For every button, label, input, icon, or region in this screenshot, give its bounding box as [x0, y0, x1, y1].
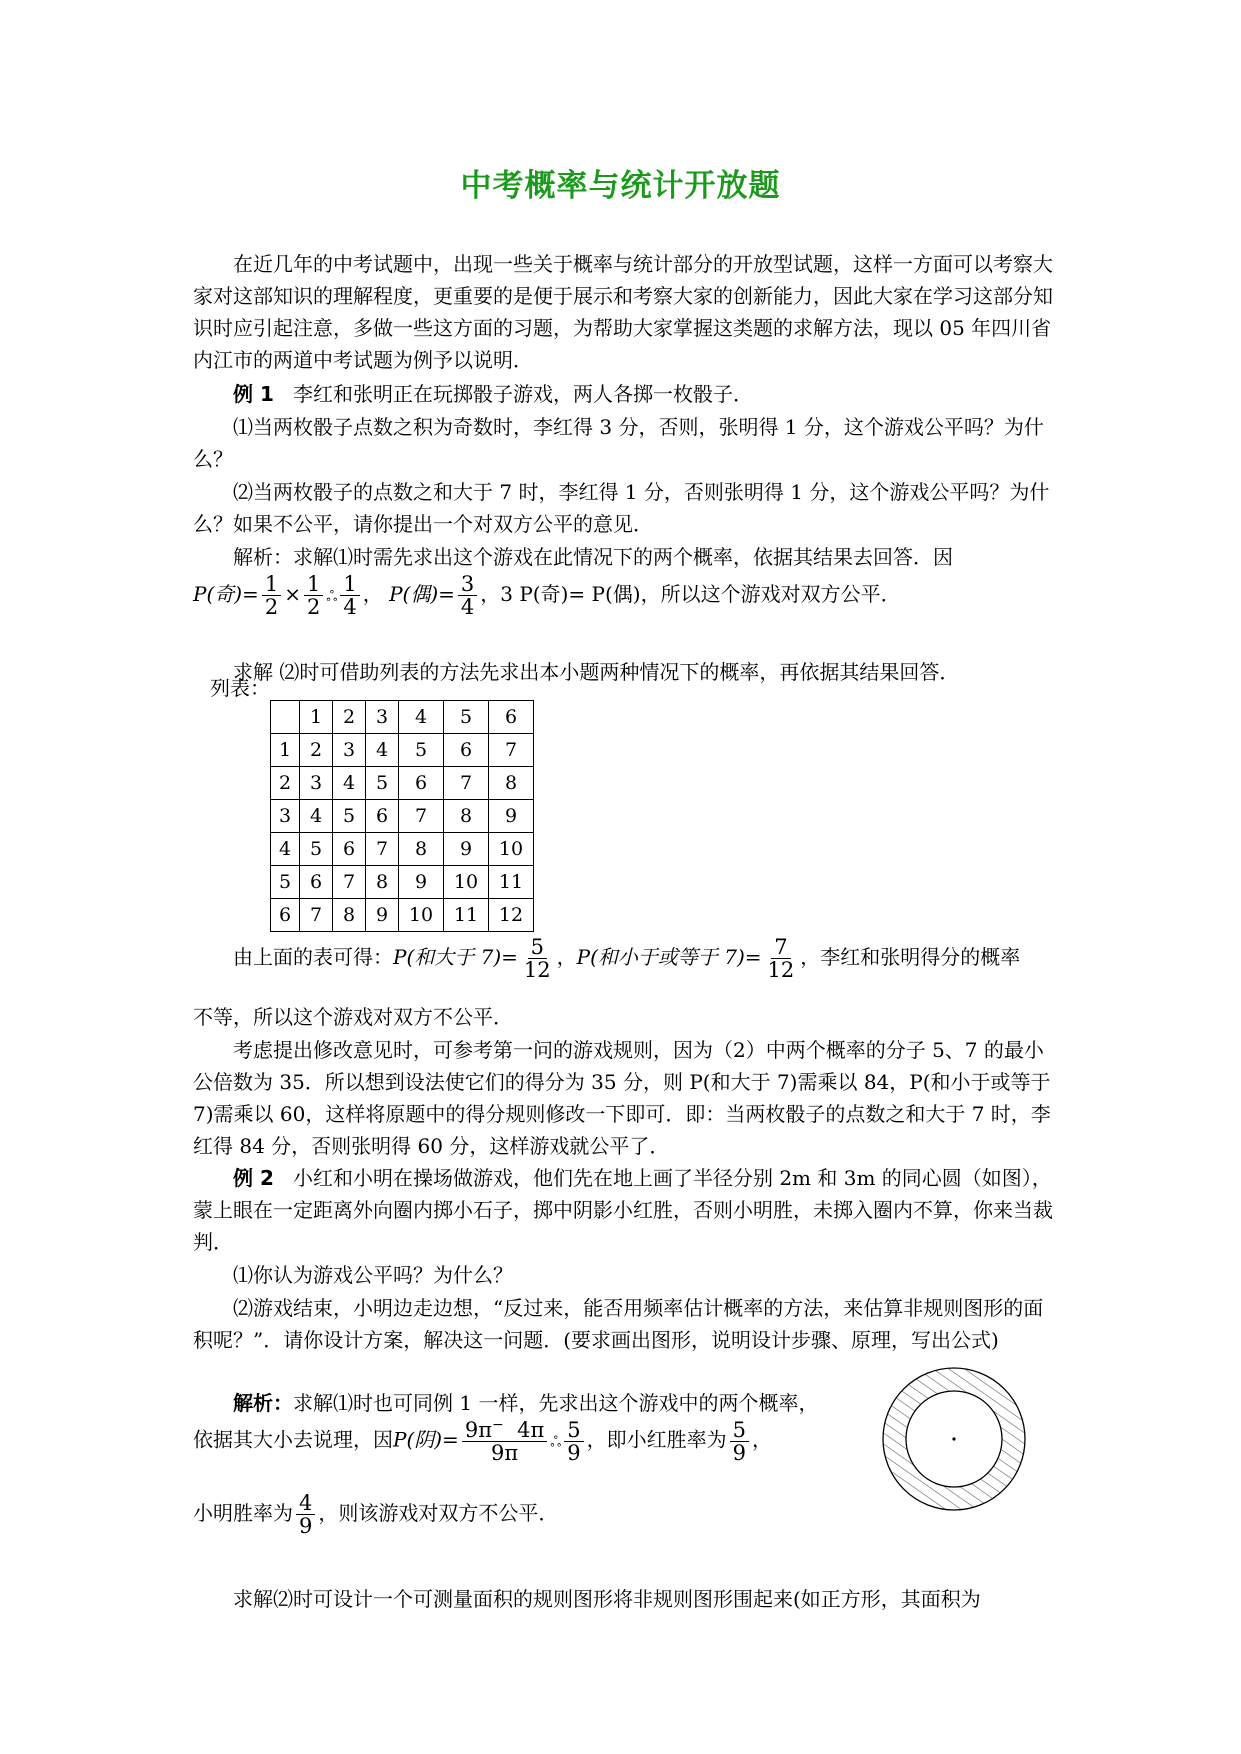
table-cell: 10: [444, 866, 489, 899]
last-paragraph: 求解⑵时可设计一个可测量面积的规则图形将非规则图形围起来(如正方形，其面积为: [233, 1587, 981, 1611]
fraction-numerator: 1: [304, 573, 323, 596]
table-cell: 8: [333, 899, 366, 932]
example2-label: 例 2: [233, 1166, 274, 1190]
fraction-half-1: [262, 573, 281, 618]
table-cell: 6: [333, 833, 366, 866]
table-row: [271, 800, 534, 833]
table-header-cell: 6: [489, 701, 534, 734]
fraction-denominator: 4: [343, 595, 357, 620]
fraction-three-quarters: [458, 573, 477, 618]
fraction-denominator: 9π: [490, 1441, 519, 1466]
table-cell: 3: [333, 734, 366, 767]
fraction-5-9: [564, 1419, 583, 1464]
fraction-7-12: [765, 936, 798, 981]
fraction-denominator: 12: [523, 958, 551, 983]
fraction-denominator: 4: [460, 595, 475, 620]
table-cell: 6: [366, 800, 399, 833]
table-row: [271, 866, 534, 899]
p-greater-7-label: P(和大于 7)=: [393, 945, 518, 970]
table-row: [271, 833, 534, 866]
table-cell: 4: [366, 734, 399, 767]
fraction-5-9-b: [730, 1419, 749, 1464]
comma: ，: [362, 582, 383, 607]
fraction-numerator: 5: [730, 1419, 749, 1442]
table-cell: 9: [489, 800, 534, 833]
times-symbol: ×: [284, 582, 301, 607]
equals-symbol: ஃ: [550, 1434, 562, 1451]
table-cell: 7: [489, 734, 534, 767]
table-label: 列表：: [210, 676, 270, 700]
numerator-b: 4π: [517, 1418, 545, 1442]
table-cell: 11: [444, 899, 489, 932]
table-cell: 6: [399, 767, 444, 800]
table-cell: 9: [366, 899, 399, 932]
table-header-cell: 4: [399, 701, 444, 734]
table-row: [271, 701, 534, 734]
example1-statement: [193, 378, 1053, 410]
page-title: 中考概率与统计开放题: [460, 168, 781, 204]
example2-analysis: [233, 1387, 818, 1416]
fraction-numerator: [462, 1418, 547, 1442]
table-cell: 9: [444, 833, 489, 866]
table-cell: 6: [300, 866, 333, 899]
table-header-cell: 5: [444, 701, 489, 734]
example1-analysis: 解析：求解⑴时需先求出这个游戏在此情况下的两个概率，依据其结果去回答．因: [233, 545, 953, 569]
table-cell: 7: [333, 866, 366, 899]
table-cell: 7: [300, 899, 333, 932]
p-odd-label: P(奇)=: [193, 582, 259, 607]
example2-text: 小红和小明在操场做游戏，他们先在地上画了半径分别 2m 和 3m 的同心圆（如图），蒙上眼在一定距离外向圈内掷小石子，掷中阴影小红胜，否则小明胜，未掷入圈内不算，你来当裁判．: [193, 1166, 1053, 1254]
comma: ，: [556, 945, 577, 970]
table-cell: 4: [333, 767, 366, 800]
formula-odd-even: [193, 573, 901, 618]
table-header-cell: [271, 701, 300, 734]
table-header-cell: 3: [366, 701, 399, 734]
table-cell: 3: [300, 767, 333, 800]
dice-sum-table: [270, 700, 534, 932]
table-cell: 5: [300, 833, 333, 866]
analysis-label: 解析：: [233, 1391, 293, 1415]
fraction-numerator: 5: [564, 1419, 583, 1442]
fraction-denominator: 2: [306, 595, 321, 620]
probability-unequal-text: ，李红和张明得分的概率: [800, 945, 1021, 970]
formula-conclusion: ，3 P(奇)= P(偶)，所以这个游戏对双方公平．: [480, 582, 901, 607]
table-row-header-cell: 5: [271, 866, 300, 899]
table-row-header-cell: 3: [271, 800, 300, 833]
fraction-denominator: 9: [299, 1514, 313, 1539]
table-cell: 10: [399, 899, 444, 932]
table-cell: 8: [399, 833, 444, 866]
table-cell: 5: [366, 767, 399, 800]
table-cell: 6: [444, 734, 489, 767]
table-row: [271, 734, 534, 767]
table-row-header-cell: 2: [271, 767, 300, 800]
table-cell: 12: [489, 899, 534, 932]
concentric-circles-figure: [880, 1365, 1028, 1513]
example2-question1: ⑴你认为游戏公平吗？为什么？: [233, 1263, 513, 1287]
table-row-header-cell: 1: [271, 734, 300, 767]
table-row-header-cell: 6: [271, 899, 300, 932]
fraction-4-9: [296, 1492, 315, 1537]
table-cell: 11: [489, 866, 534, 899]
minus-symbol: −: [492, 1417, 504, 1433]
fraction-denominator: 9: [567, 1440, 581, 1465]
formula-ming-rate: [193, 1492, 558, 1537]
fraction-denominator: 9: [732, 1440, 746, 1465]
table-row-header-cell: 4: [271, 833, 300, 866]
example2-question2: ⑵游戏结束，小明边走边想，“反过来，能否用频率估计概率的方法，来估算非规则图形的面积呢？”．请你设计方案，解决这一问题．(要求画出图形，说明设计步骤、原理，写出公式): [193, 1296, 1044, 1352]
table-cell: 7: [444, 767, 489, 800]
fraction-numerator: 7: [771, 936, 790, 959]
table-cell: 7: [366, 833, 399, 866]
table-cell: 4: [300, 800, 333, 833]
p-even-label: P(偶)=: [389, 582, 455, 607]
analysis-text: 求解⑴时也可同例 1 一样，先求出这个游戏中的两个概率，: [293, 1391, 819, 1415]
formula-shaded-probability: [193, 1418, 772, 1464]
example1-question1: ⑴当两枚骰子点数之积为奇数时，李红得 3 分，否则，张明得 1 分，这个游戏公平吗？为什么？: [193, 415, 1044, 471]
example1-part2: 求解 ⑵时可借助列表的方法先求出本小题两种情况下的概率，再依据其结果回答．: [233, 660, 960, 684]
fraction-half-2: [304, 573, 323, 618]
table-cell: 7: [399, 800, 444, 833]
fraction-numerator: 4: [296, 1492, 315, 1515]
equals-symbol: ஃ: [326, 589, 338, 606]
ming-end-text: ，则该游戏对双方不公平．: [318, 1501, 559, 1526]
table-cell: 2: [300, 734, 333, 767]
fraction-quarter: [340, 573, 359, 618]
ming-rate-text: 小明胜率为: [193, 1501, 293, 1526]
example1-text: 李红和张明正在玩掷骰子游戏，两人各掷一枚骰子．: [292, 382, 753, 406]
table-cell: 5: [333, 800, 366, 833]
table-cell: 5: [399, 734, 444, 767]
table-cell: 8: [444, 800, 489, 833]
fraction-denominator: 2: [264, 595, 279, 620]
unfair-conclusion: 不等，所以这个游戏对双方不公平．: [193, 1005, 513, 1029]
table-cell: 8: [366, 866, 399, 899]
table-header-cell: 2: [333, 701, 366, 734]
fraction-numerator: 3: [458, 573, 477, 596]
fraction-denominator: 12: [767, 958, 795, 983]
fraction-numerator: 1: [340, 573, 359, 596]
p-shade-label: P(阴)=: [393, 1427, 459, 1452]
fraction-area-ratio: [462, 1418, 547, 1464]
fraction-numerator: 5: [528, 936, 547, 959]
p-le-7-label: P(和小于或等于 7)=: [576, 945, 762, 970]
table-cell: 8: [489, 767, 534, 800]
by-size-text: 依据其大小去说理，因: [193, 1427, 393, 1452]
example2-statement: [193, 1162, 1053, 1258]
fraction-5-12: [521, 936, 554, 981]
table-header-cell: 1: [300, 701, 333, 734]
table-row: [271, 899, 534, 932]
example1-question2: ⑵当两枚骰子的点数之和大于 7 时，李红得 1 分，否则张明得 1 分，这个游戏公平吗？为什么？如果不公平，请你提出一个对双方公平的意见．: [193, 480, 1050, 536]
from-table-text: 由上面的表可得：: [233, 945, 393, 970]
table-cell: 9: [399, 866, 444, 899]
example1-label: 例 1: [233, 382, 274, 406]
fraction-numerator: 1: [262, 573, 281, 596]
table-row: [271, 767, 534, 800]
comma: ，: [752, 1427, 772, 1452]
modification-paragraph: 考虑提出修改意见时，可参考第一问的游戏规则，因为（2）中两个概率的分子 5、7 的最小公倍数为 35．所以想到设法使它们的得分为 35 分，则 P(和大于 7)需乘以 84，P(和小于或等于 7)需乘以 60，这样将原题中的得分规则修改一下即可．即：当两枚骰子的点数之和大于 7 时，李红得 84 分，否则张明得 60 分，这样游戏就公平了．: [193, 1038, 1051, 1158]
intro-paragraph: 在近几年的中考试题中，出现一些关于概率与统计部分的开放型试题，这样一方面可以考察大家对这部知识的理解程度，更重要的是便于展示和考察大家的创新能力，因此大家在学习这部分知识时应引起注意，多做一些这方面的习题，为帮助大家掌握这类题的求解方法，现以 05 年四川省内江市的两道中考试题为例予以说明．: [193, 252, 1053, 372]
formula-sum-probabilities: [193, 936, 1020, 981]
table-cell: 10: [489, 833, 534, 866]
hong-rate-text: ，即小红胜率为: [586, 1427, 727, 1452]
center-point: [952, 1437, 955, 1440]
numerator-a: 9π: [464, 1418, 492, 1442]
